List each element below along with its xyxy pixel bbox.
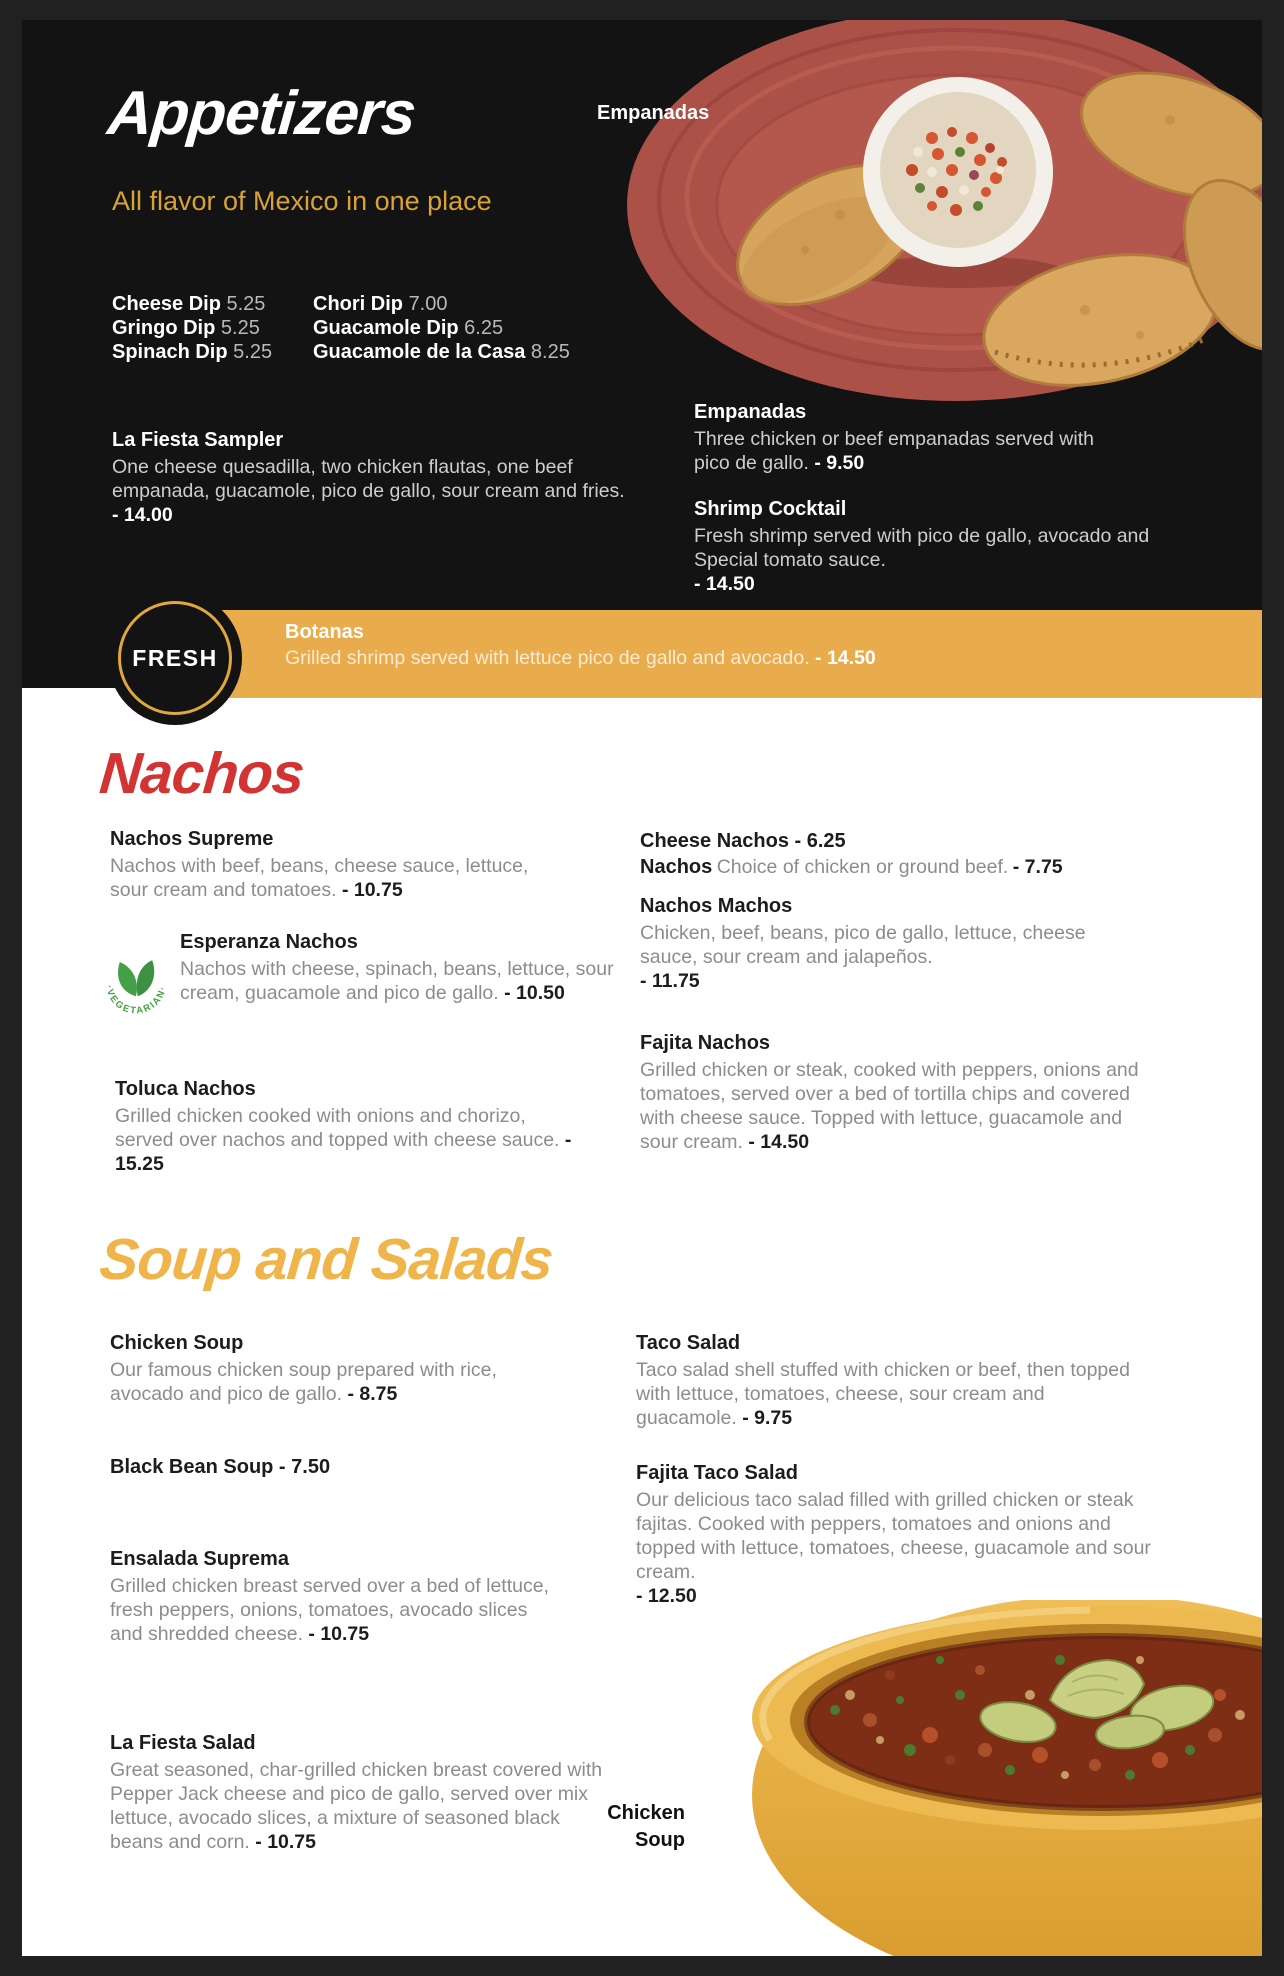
botanas-banner xyxy=(205,610,1262,698)
menu-subtitle: All flavor of Mexico in one place xyxy=(112,186,492,216)
fresh-badge-label: FRESH xyxy=(132,644,218,671)
item-desc-text: Our delicious taco salad filled with grilled chicken or steak fajitas. Cooked with peppers, tomatoes and onions and topped with lettuce, tomatoes, cheese, guacamole and sour cream. xyxy=(636,1489,1151,1583)
dip-price: 8.25 xyxy=(530,341,570,363)
menu-item-esperanza-nachos xyxy=(180,930,635,1005)
menu-item-la-fiesta-sampler xyxy=(112,428,627,527)
item-price: - 10.75 xyxy=(255,1831,316,1853)
leaf-right xyxy=(137,960,155,996)
dip-price: 5.25 xyxy=(233,341,273,363)
botanas-content xyxy=(285,620,876,670)
item-desc-text: One cheese quesadilla, two chicken flautas, one beef empanada, guacamole, pico de gallo, sour cream and fries. xyxy=(112,456,625,502)
nachos-heading: Nachos xyxy=(97,741,307,806)
item-description xyxy=(694,427,1124,475)
item-desc-text: Three chicken or beef empanadas served with pico de gallo. xyxy=(694,428,1094,474)
item-desc-text: Our famous chicken soup prepared with rice, avocado and pico de gallo. xyxy=(110,1359,497,1405)
item-desc-text: Grilled chicken cooked with onions and chorizo, served over nachos and topped with cheese sauce. xyxy=(115,1105,560,1151)
item-description xyxy=(636,1358,1146,1430)
dip-row xyxy=(112,292,272,316)
dip-name: Spinach Dip xyxy=(112,341,228,363)
item-price: - 8.75 xyxy=(347,1383,398,1405)
item-title: Nachos xyxy=(640,856,713,878)
item-desc-text: Taco salad shell stuffed with chicken or beef, then topped with lettuce, tomatoes, cheese, sour cream and guacamole. xyxy=(636,1359,1130,1429)
leaf-left xyxy=(118,962,137,996)
item-title: Nachos Machos xyxy=(640,895,793,917)
item-description xyxy=(694,524,1169,596)
menu-item-empanadas xyxy=(694,400,1124,475)
dip-row xyxy=(112,316,272,340)
menu-item-la-fiesta-salad xyxy=(110,1731,605,1854)
menu-item-nachos-choice xyxy=(640,855,1200,879)
item-price: - 14.50 xyxy=(694,573,755,595)
item-desc-text: Grilled shrimp served with lettuce pico de gallo and avocado. xyxy=(285,647,810,669)
menu-item-cheese-nachos xyxy=(640,829,846,856)
item-price: - 9.50 xyxy=(814,452,865,474)
menu-item-toluca-nachos xyxy=(115,1077,575,1176)
item-desc-text: Fresh shrimp served with pico de gallo, avocado and Special tomato sauce. xyxy=(694,525,1150,571)
item-title: Fajita Taco Salad xyxy=(636,1462,798,1484)
item-title: Fajita Nachos xyxy=(640,1032,771,1054)
label-line-1: Chicken xyxy=(607,1802,685,1824)
vegetarian-icon xyxy=(100,946,172,1032)
soup-and-salads-heading: Soup and Salads xyxy=(97,1227,556,1292)
item-description xyxy=(110,1574,560,1646)
item-desc-text: Choice of chicken or ground beef. xyxy=(716,856,1009,878)
item-desc-text: Nachos with beef, beans, cheese sauce, lettuce, sour cream and tomatoes. xyxy=(110,855,529,901)
item-description xyxy=(110,1358,550,1406)
empanadas-photo-label: Empanadas xyxy=(597,102,710,124)
item-description xyxy=(180,957,635,1005)
dips-column-2 xyxy=(313,292,570,364)
chicken-soup-photo-label xyxy=(545,1800,685,1854)
item-price: - 12.50 xyxy=(636,1585,697,1607)
item-title: Black Bean Soup - 7.50 xyxy=(110,1456,331,1478)
menu-item-chicken-soup xyxy=(110,1331,550,1406)
dip-name: Guacamole Dip xyxy=(313,317,459,339)
menu-item-shrimp-cocktail xyxy=(694,497,1169,596)
item-title: Toluca Nachos xyxy=(115,1078,256,1100)
dip-name: Guacamole de la Casa xyxy=(313,341,526,363)
dip-name: Cheese Dip xyxy=(112,293,221,315)
dip-row xyxy=(313,316,570,340)
dips-column-1 xyxy=(112,292,272,364)
item-description xyxy=(636,1488,1161,1608)
item-description xyxy=(115,1104,575,1176)
menu-item-fajita-taco-salad xyxy=(636,1461,1161,1608)
item-title: Botanas xyxy=(285,621,364,643)
item-title: Nachos Supreme xyxy=(110,828,274,850)
item-description xyxy=(285,646,876,670)
label-line-2: Soup xyxy=(635,1829,685,1851)
appetizers-heading: Appetizers xyxy=(104,79,418,148)
item-description xyxy=(110,854,560,902)
menu-item-black-bean-soup xyxy=(110,1455,330,1482)
dip-price: 5.25 xyxy=(220,317,260,339)
item-title: La Fiesta Sampler xyxy=(112,429,284,451)
dip-row xyxy=(313,292,570,316)
dip-row xyxy=(112,340,272,364)
item-desc-text: Grilled chicken breast served over a bed of lettuce, fresh peppers, onions, tomatoes, avocado slices and shredded cheese. xyxy=(110,1575,549,1645)
menu-item-nachos-supreme xyxy=(110,827,560,902)
vegetarian-label: ·VEGETARIAN· xyxy=(103,984,169,1017)
item-title: Taco Salad xyxy=(636,1332,741,1354)
item-title: Shrimp Cocktail xyxy=(694,498,847,520)
dip-name: Chori Dip xyxy=(313,293,403,315)
item-price: - 9.75 xyxy=(742,1407,793,1429)
chicken-soup-photo xyxy=(700,1600,1262,1956)
item-desc-text: Grilled chicken or steak, cooked with peppers, onions and tomatoes, served over a bed of tortilla chips and covered with cheese sauce. Topped with lettuce, guacamole and sour cream. xyxy=(640,1059,1139,1153)
menu-item-fajita-nachos xyxy=(640,1031,1165,1154)
item-price: - 7.75 xyxy=(1012,856,1063,878)
item-title: La Fiesta Salad xyxy=(110,1732,256,1754)
menu-item-taco-salad xyxy=(636,1331,1146,1430)
item-desc-text: Nachos with cheese, spinach, beans, lettuce, sour cream, guacamole and pico de gallo. xyxy=(180,958,614,1004)
menu-item-ensalada-suprema xyxy=(110,1547,560,1646)
item-title: Chicken Soup xyxy=(110,1332,244,1354)
item-price: - 14.50 xyxy=(815,647,876,669)
dip-name: Gringo Dip xyxy=(112,317,216,339)
dip-price: 7.00 xyxy=(408,293,448,315)
empanadas-photo xyxy=(540,20,1262,410)
fresh-badge xyxy=(108,591,242,725)
menu-item-nachos-machos xyxy=(640,894,1140,993)
item-title: Cheese Nachos - 6.25 xyxy=(640,830,846,852)
item-price: - 11.75 xyxy=(640,970,700,992)
item-description xyxy=(640,921,1140,993)
item-description xyxy=(112,455,627,527)
item-price: - 15.25 xyxy=(115,1129,572,1175)
item-description xyxy=(110,1758,605,1854)
item-title: Empanadas xyxy=(694,401,807,423)
dip-row xyxy=(313,340,570,364)
item-price: - 10.75 xyxy=(341,879,403,901)
item-title: Esperanza Nachos xyxy=(180,931,358,953)
item-desc-text: Chicken, beef, beans, pico de gallo, lettuce, cheese sauce, sour cream and jalapeños. xyxy=(640,922,1086,968)
item-price: - 14.50 xyxy=(748,1131,810,1153)
item-desc-text: Great seasoned, char-grilled chicken breast covered with Pepper Jack cheese and pico de gallo, served over mix lettuce, avocado slices, a mixture of seasoned black beans and corn. xyxy=(110,1759,603,1853)
item-title: Ensalada Suprema xyxy=(110,1548,289,1570)
item-price: - 10.50 xyxy=(504,982,565,1004)
item-price: - 10.75 xyxy=(308,1623,370,1645)
dip-price: 5.25 xyxy=(226,293,266,315)
item-description xyxy=(640,1058,1165,1154)
item-price: - 14.00 xyxy=(112,504,173,526)
dip-price: 6.25 xyxy=(464,317,504,339)
